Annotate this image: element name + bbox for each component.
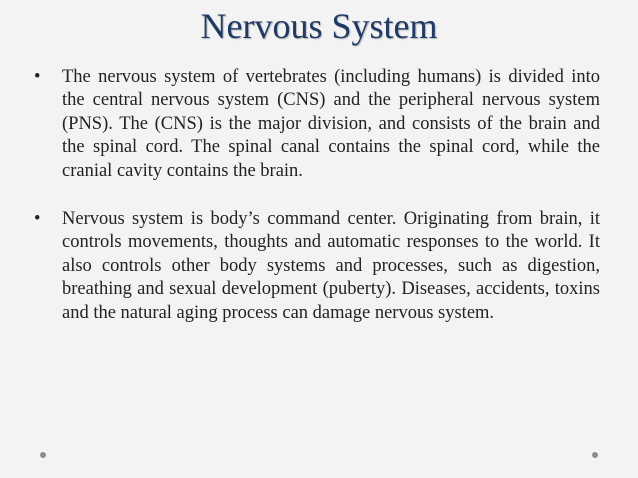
bullet-item bbox=[26, 66, 600, 183]
bullet-text: The nervous system of vertebrates (including humans) is divided into the central nervous system (CNS) and the peripheral nervous system (PNS). The (CNS) is the major division, and consists of the brain and the spinal cord. The spinal canal contains the spinal cord, while the cranial cavity contains the brain. bbox=[62, 67, 600, 181]
bullet-item bbox=[26, 208, 600, 325]
bottom-left-dot-icon bbox=[40, 452, 46, 458]
bullet-icon: • bbox=[34, 209, 41, 230]
slide-title: Nervous System bbox=[200, 6, 438, 46]
bullet-icon: • bbox=[34, 67, 41, 87]
bullet-text: Nervous system is body’s command center. Originating from brain, it controls movements, thoughts and automatic responses to the world. It also controls other body systems and processes, such as digestion, breathing and sexual development (puberty). Diseases, accidents, toxins and the natural aging process can damage nervous system. bbox=[62, 209, 600, 323]
bullet-list bbox=[26, 66, 600, 325]
bottom-right-dot-icon bbox=[592, 452, 598, 458]
